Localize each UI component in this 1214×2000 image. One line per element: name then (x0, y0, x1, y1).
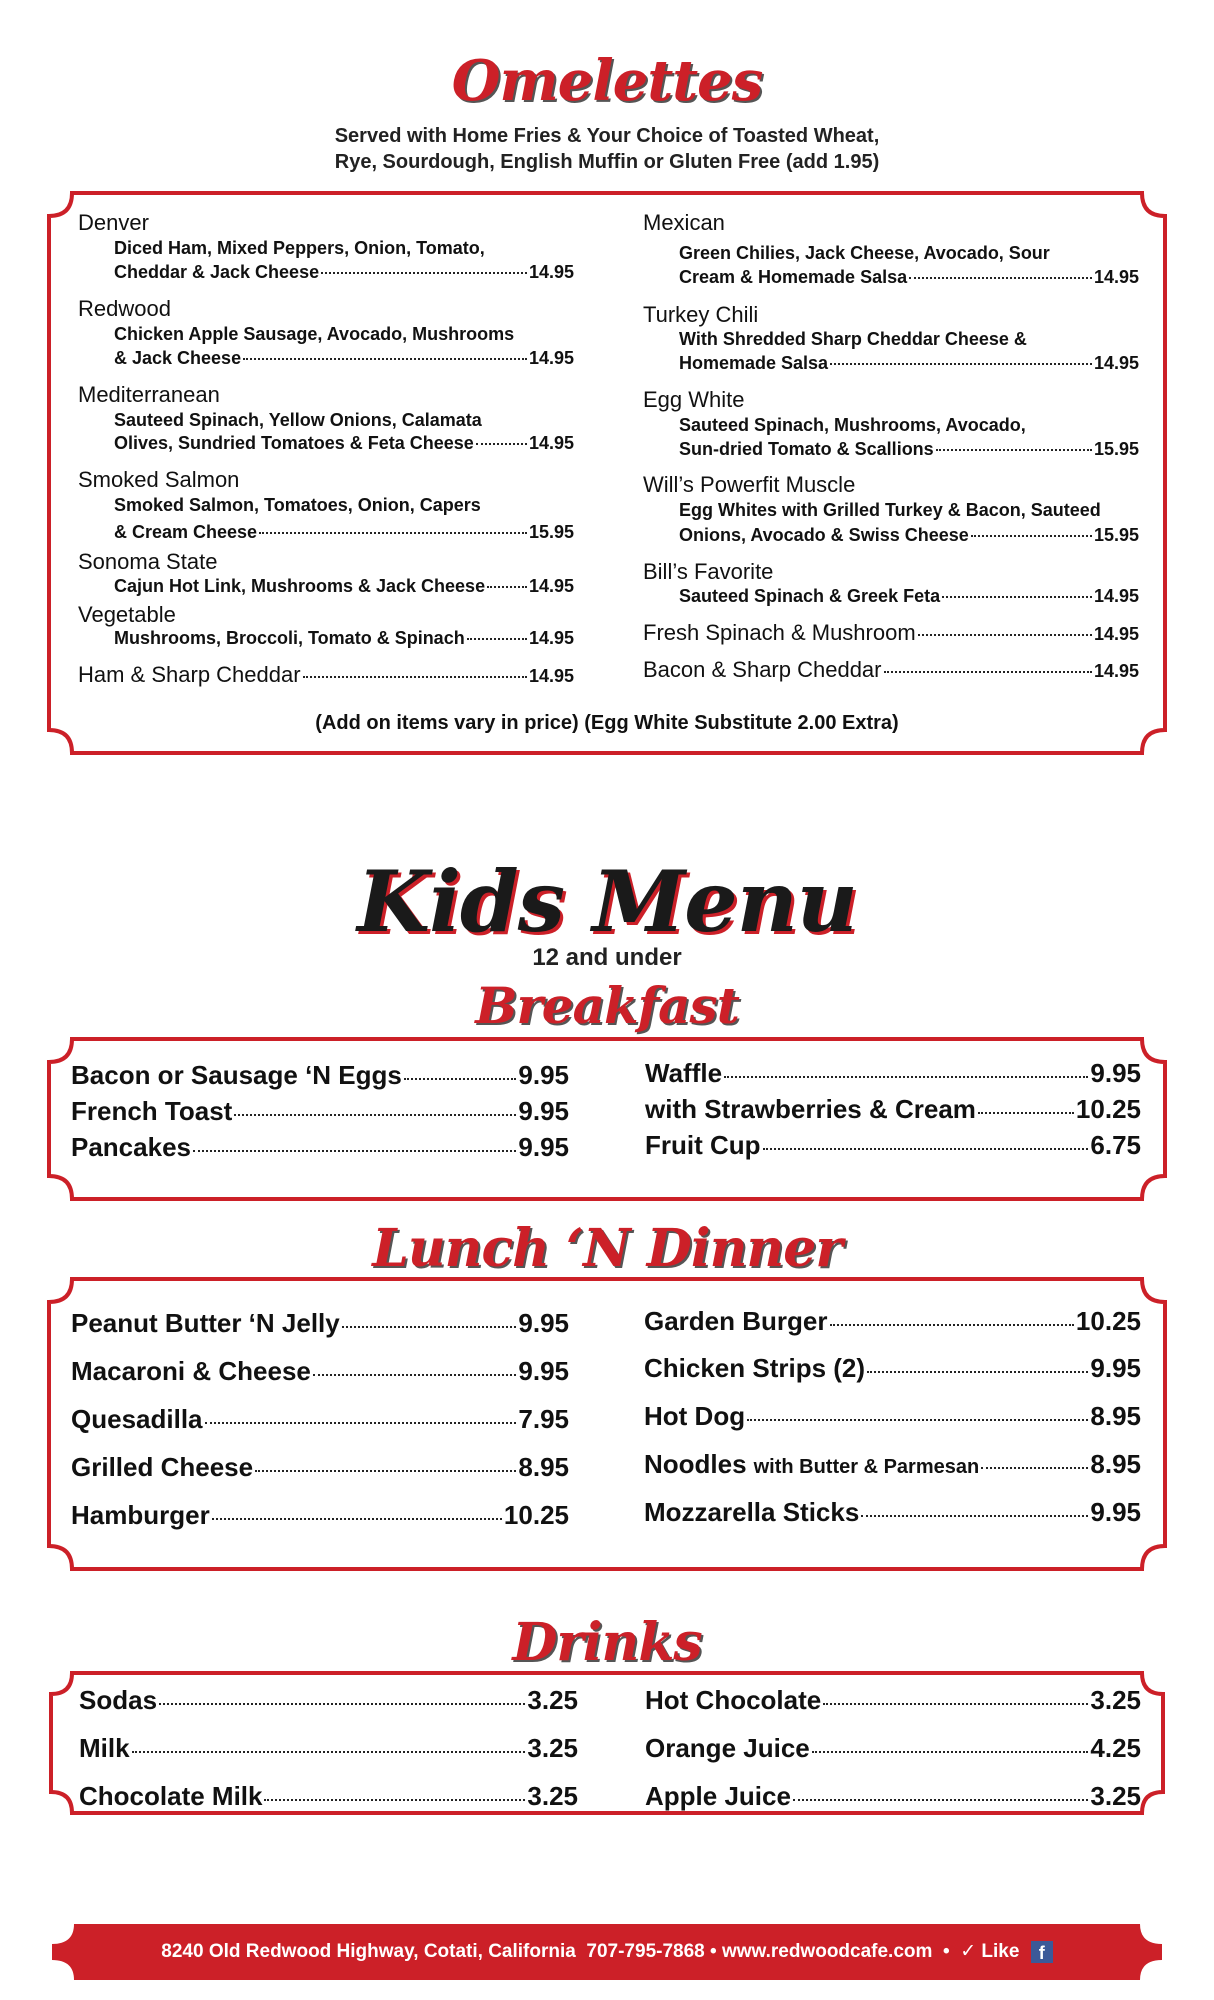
breakfast-title: Breakfast (475, 976, 739, 1035)
item-price: 6.75 (1090, 1130, 1141, 1160)
drinks-title: Drinks (512, 1612, 702, 1673)
menu-item (79, 1781, 578, 1812)
omelette-name: Denver (78, 210, 149, 235)
omelette-desc: Cream & Homemade Salsa (679, 267, 908, 287)
item-price: 9.95 (518, 1132, 569, 1162)
menu-item (645, 1094, 1141, 1125)
omelette-desc: Sauteed Spinach, Yellow Onions, Calamata (114, 410, 482, 430)
menu-item (71, 1096, 569, 1127)
omelette-name: Smoked Salmon (78, 467, 240, 492)
menu-item (71, 1452, 569, 1483)
item-name: Garden Burger (644, 1306, 828, 1336)
item-name: Mozzarella Sticks (644, 1497, 860, 1527)
menu-item (644, 1401, 1141, 1432)
item-price: 8.95 (1090, 1449, 1141, 1479)
item-price: 9.95 (518, 1096, 569, 1126)
omelette-desc: Smoked Salmon, Tomatoes, Onion, Capers (114, 495, 481, 515)
menu-item (71, 1500, 569, 1531)
menu-item (645, 1058, 1141, 1089)
omelette-desc: Mushrooms, Broccoli, Tomato & Spinach (114, 628, 465, 648)
menu-item (644, 1497, 1141, 1528)
item-name: Quesadilla (71, 1404, 203, 1434)
menu-item (71, 1356, 569, 1387)
lunch-dinner-title: Lunch ‘N Dinner (372, 1218, 842, 1279)
item-name: Hot Chocolate (645, 1685, 822, 1715)
omelette-name: Ham & Sharp Cheddar (78, 662, 301, 687)
omelette-price: 14.95 (1093, 586, 1139, 606)
omelette-price: 15.95 (1093, 439, 1139, 459)
menu-item (79, 1733, 578, 1764)
omelette-desc: Sauteed Spinach, Mushrooms, Avocado, (679, 415, 1026, 435)
item-price: 3.25 (1090, 1685, 1141, 1715)
item-price: 9.95 (1090, 1058, 1141, 1088)
omelette-price: 14.95 (528, 348, 574, 368)
omelette-name: Will’s Powerfit Muscle (643, 472, 856, 497)
item-name: Noodles (644, 1449, 747, 1479)
omelette-name: Redwood (78, 296, 171, 321)
item-price: 9.95 (1090, 1353, 1141, 1383)
footer-banner (52, 1924, 1162, 1980)
omelette-price: 14.95 (528, 262, 574, 282)
item-price: 8.95 (1090, 1401, 1141, 1431)
facebook-icon[interactable]: f (1031, 1941, 1053, 1963)
item-name: Grilled Cheese (71, 1452, 254, 1482)
omelette-desc: Sun-dried Tomato & Scallions (679, 439, 934, 459)
omelettes-title: Omelettes (451, 48, 763, 114)
item-name: Hot Dog (644, 1401, 746, 1431)
omelette-price: 15.95 (528, 522, 574, 542)
item-name: Peanut Butter ‘N Jelly (71, 1308, 340, 1338)
omelette-desc: With Shredded Sharp Cheddar Cheese & (679, 329, 1027, 349)
item-price: 10.25 (1075, 1094, 1141, 1124)
like-button[interactable] (960, 1941, 1019, 1962)
omelette-desc: Onions, Avocado & Swiss Cheese (679, 525, 969, 545)
omelette-price: 14.95 (528, 628, 574, 648)
omelette-price: 14.95 (528, 666, 574, 686)
footer-address: 8240 Old Redwood Highway, Cotati, California (161, 1941, 576, 1962)
omelette-price: 14.95 (1093, 353, 1139, 373)
omelette-desc: Sauteed Spinach & Greek Feta (679, 586, 941, 606)
omelette-desc: Diced Ham, Mixed Peppers, Onion, Tomato, (114, 238, 485, 258)
item-price: 10.25 (503, 1500, 569, 1530)
item-price: 9.95 (518, 1308, 569, 1338)
menu-item (645, 1733, 1141, 1764)
item-name: Pancakes (71, 1132, 191, 1162)
menu-item (79, 1685, 578, 1716)
item-name: Waffle (645, 1058, 723, 1088)
like-label: Like (981, 1941, 1020, 1962)
omelette-desc: & Cream Cheese (114, 522, 258, 542)
item-name-small: with Butter & Parmesan (753, 1456, 980, 1478)
omelette-desc: Homemade Salsa (679, 353, 829, 373)
footer-phone: 707-795-7868 (586, 1941, 705, 1962)
menu-item (71, 1060, 569, 1091)
kids-menu-title: Kids Menu (357, 852, 857, 951)
omelette-name: Bill’s Favorite (643, 559, 774, 584)
omelette-desc: Egg Whites with Grilled Turkey & Bacon, Sauteed (679, 500, 1101, 520)
item-price: 9.95 (1090, 1497, 1141, 1527)
omelette-name: Mediterranean (78, 382, 220, 407)
omelette-name: Mexican (643, 210, 725, 235)
item-name: Hamburger (71, 1500, 210, 1530)
menu-item (71, 1308, 569, 1339)
omelette-price: 14.95 (1093, 624, 1139, 644)
omelette-name: Turkey Chili (643, 302, 759, 327)
item-price: 9.95 (518, 1060, 569, 1090)
omelette-price: 15.95 (1093, 525, 1139, 545)
item-name: Orange Juice (645, 1733, 810, 1763)
omelette-name: Egg White (643, 387, 745, 412)
omelette-name: Sonoma State (78, 549, 218, 574)
item-name: Milk (79, 1733, 130, 1763)
bullet-separator: • (710, 1941, 717, 1962)
kids-age-note: 12 and under (532, 944, 682, 971)
omelettes-subtitle-line2: Rye, Sourdough, English Muffin or Gluten Free (add 1.95) (334, 151, 880, 173)
item-name: French Toast (71, 1096, 233, 1126)
omelette-name: Vegetable (78, 602, 176, 627)
omelette-desc: & Jack Cheese (114, 348, 242, 368)
item-name: Fruit Cup (645, 1130, 761, 1160)
omelette-desc: Cajun Hot Link, Mushrooms & Jack Cheese (114, 576, 486, 596)
omelette-desc: Green Chilies, Jack Cheese, Avocado, Sour (679, 243, 1050, 263)
omelettes-subtitle-line1: Served with Home Fries & Your Choice of Toasted Wheat, (334, 125, 880, 147)
item-name: Chicken Strips (2) (644, 1353, 866, 1383)
menu-item (645, 1781, 1141, 1812)
omelette-item (78, 662, 574, 688)
omelette-price: 14.95 (1093, 661, 1139, 681)
item-price: 3.25 (527, 1781, 578, 1811)
omelette-desc: Cheddar & Jack Cheese (114, 262, 320, 282)
item-price: 9.95 (518, 1356, 569, 1386)
item-price: 7.95 (518, 1404, 569, 1434)
omelette-price: 14.95 (1093, 267, 1139, 287)
item-name: Sodas (79, 1685, 158, 1715)
item-name: Macaroni & Cheese (71, 1356, 311, 1386)
omelettes-note: (Add on items vary in price) (Egg White Substitute 2.00 Extra) (315, 712, 899, 734)
item-price: 3.25 (1090, 1781, 1141, 1811)
omelette-price: 14.95 (528, 576, 574, 596)
omelette-name: Bacon & Sharp Cheddar (643, 657, 882, 682)
menu-item (645, 1130, 1141, 1161)
omelette-desc: Chicken Apple Sausage, Avocado, Mushrooms (114, 324, 515, 344)
omelette-name: Fresh Spinach & Mushroom (643, 620, 916, 645)
item-price: 3.25 (527, 1733, 578, 1763)
item-price: 3.25 (527, 1685, 578, 1715)
item-name: with Strawberries & Cream (645, 1094, 976, 1124)
menu-item (645, 1685, 1141, 1716)
item-price: 4.25 (1090, 1733, 1141, 1763)
menu-item (71, 1132, 569, 1163)
omelette-desc: Olives, Sundried Tomatoes & Feta Cheese (114, 433, 474, 453)
bullet-separator: • (942, 1941, 950, 1962)
item-name: Apple Juice (645, 1781, 791, 1811)
item-price: 8.95 (518, 1452, 569, 1482)
item-name: Bacon or Sausage ‘N Eggs (71, 1060, 402, 1090)
menu-item (644, 1449, 1141, 1480)
item-name: Chocolate Milk (79, 1781, 263, 1811)
menu-item (71, 1404, 569, 1435)
omelette-item (643, 620, 1139, 646)
item-price: 10.25 (1075, 1306, 1141, 1336)
menu-item (644, 1306, 1141, 1337)
omelette-item (643, 657, 1139, 683)
omelette-price: 14.95 (528, 433, 574, 453)
menu-item (644, 1353, 1141, 1384)
check-icon: ✓ (960, 1941, 977, 1962)
footer-website-link[interactable]: www.redwoodcafe.com (721, 1941, 933, 1962)
